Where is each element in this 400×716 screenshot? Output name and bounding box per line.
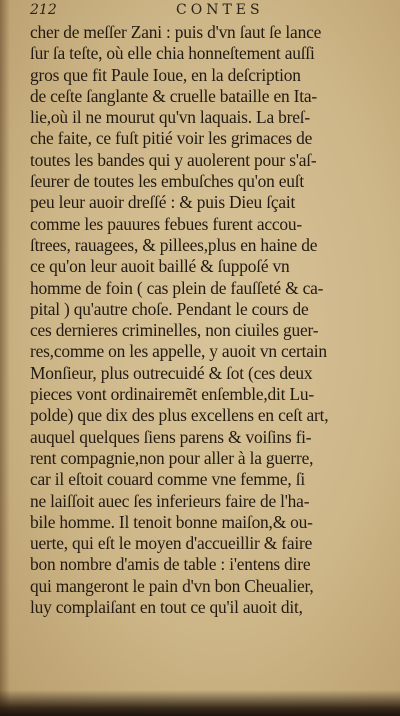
text-line: uerte, qui eſt le moyen d'accueillir & faire (30, 533, 313, 554)
page-number: 212 (30, 2, 57, 18)
text-line: qui mangeront le pain d'vn bon Cheualier, (30, 575, 314, 596)
text-line: ſeurer de toutes les embuſches qu'on euſt (30, 171, 305, 192)
text-line: toutes les bandes qui y auolerent pour s'aſ- (30, 149, 317, 170)
body-text (30, 22, 392, 618)
text-line: bon nombre d'amis de table : i'entens dire (30, 554, 311, 575)
page-header (26, 0, 386, 22)
running-head: CONTES (176, 2, 264, 18)
text-line: auquel quelques ſiens parens & voiſins fi- (30, 426, 312, 447)
text-line: car il eſtoit couard comme vne femme, ſi (30, 469, 305, 490)
text-line: polde) que dix des plus excellens en ceſt art, (30, 405, 329, 426)
text-line: ces dernieres criminelles, non ciuiles guer- (30, 320, 319, 341)
text-line: bile homme. Il tenoit bonne maiſon,& ou- (30, 511, 313, 532)
text-line: peu leur auoir dreſſé : & puis Dieu ſçait (30, 192, 296, 213)
text-line: ſur ſa teſte, où elle chia honneſtement auſſi (30, 43, 315, 64)
text-line: homme de foin ( cas plein de fauſſeté & ca- (30, 277, 324, 298)
text-line: ce qu'on leur auoit baillé & ſuppoſé vn (30, 256, 290, 277)
text-line: pital ) qu'autre choſe. Pendant le cours de (30, 298, 309, 319)
text-line: luy complaiſant en tout ce qu'il auoit dit, (30, 597, 303, 618)
text-line: lie,où il ne mourut qu'vn laquais. La breſ- (30, 107, 310, 128)
text-line: cher de meſſer Zani : puis d'vn ſaut ſe lance (30, 22, 322, 42)
text-line: res,comme on les appelle, y auoit vn certain (30, 341, 327, 362)
text-line: che faite, ce fuſt pitié voir les grimaces de (30, 128, 313, 149)
text-line: comme les pauures febues furent accou- (30, 213, 302, 234)
text-line: gros que fit Paule Ioue, en la deſcription (30, 64, 301, 85)
text-line: ſtrees, rauagees, & pillees,plus en haine de (30, 234, 318, 255)
text-line: rent compagnie,non pour aller à la guerre, (30, 447, 314, 468)
text-line: ne laiſſoit auec ſes inferieurs faire de l'ha- (30, 490, 310, 511)
text-line: Monſieur, plus outrecuidé & ſot (ces deux (30, 362, 313, 383)
text-line: de ceſte ſanglante & cruelle bataille en Ita- (30, 85, 317, 106)
text-line: pieces vont ordinairemẽt enſemble,dit Lu- (30, 384, 314, 405)
